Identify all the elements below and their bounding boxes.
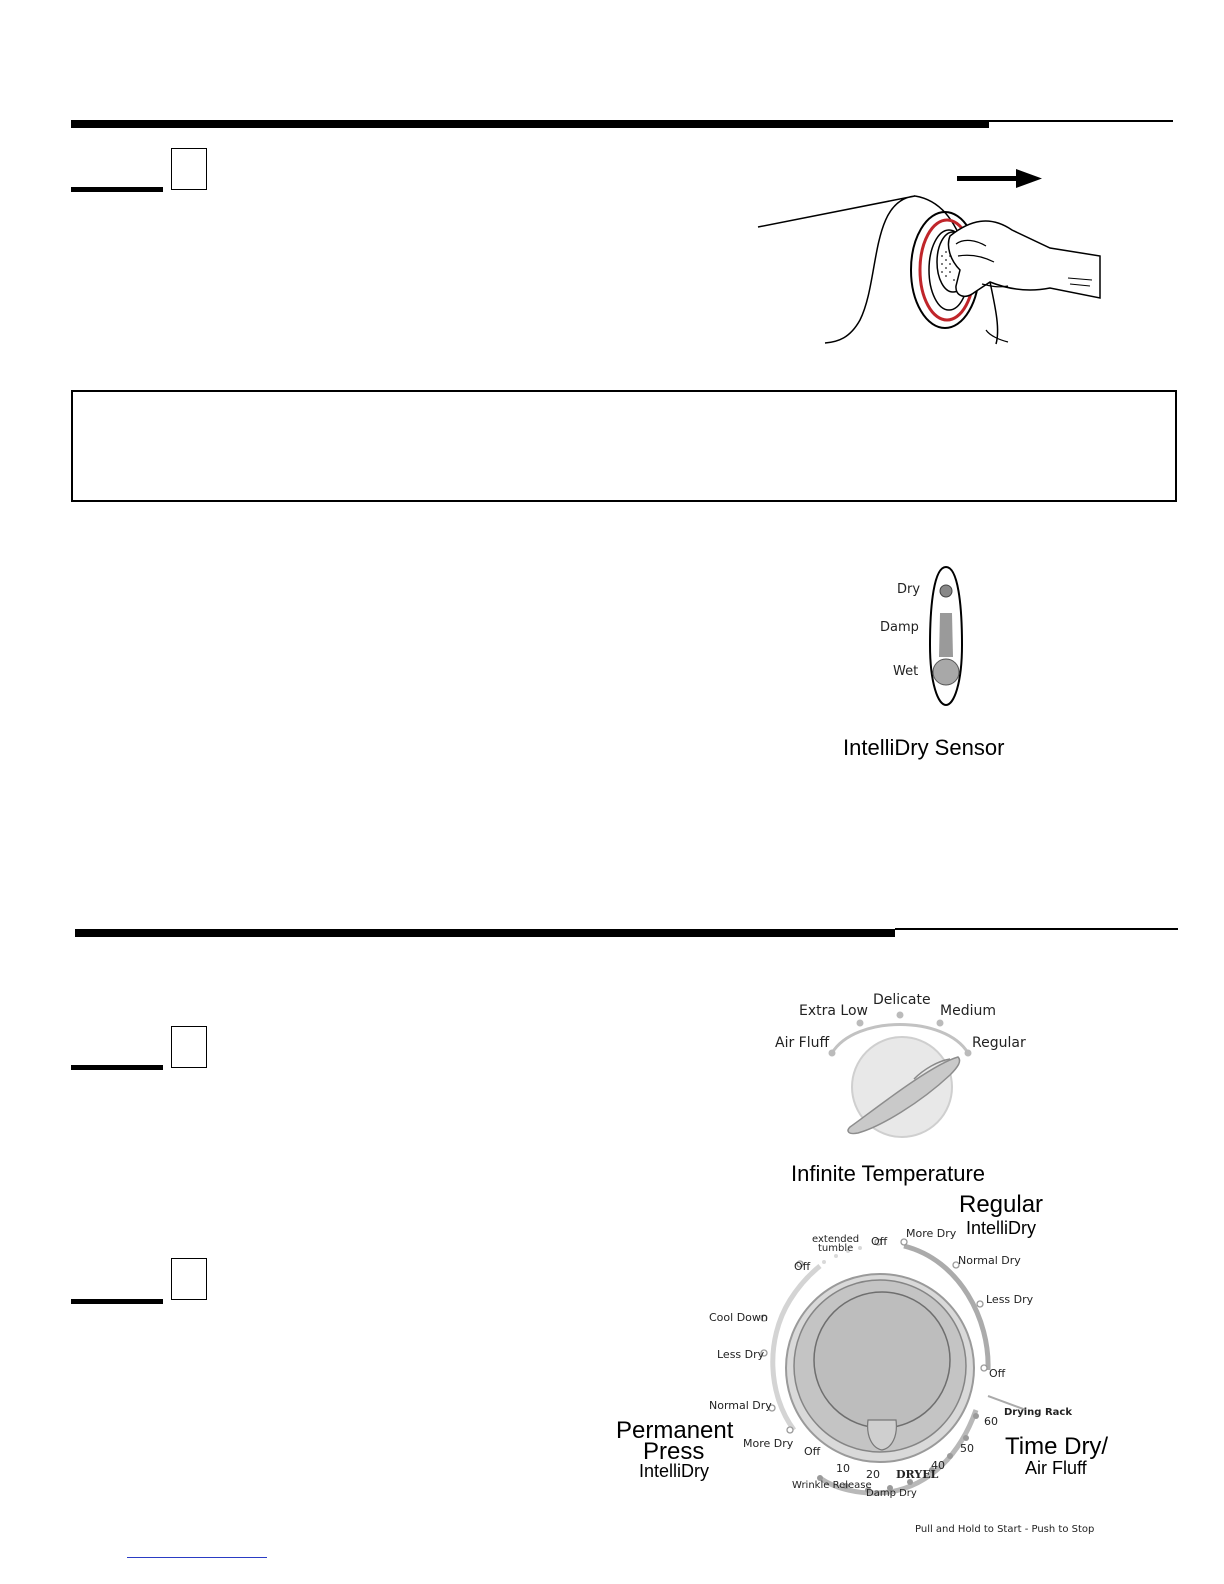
temp-setting-delicate: Delicate [873, 992, 931, 1008]
step-underline-3 [71, 1299, 163, 1304]
timedry-off: Off [804, 1445, 821, 1458]
step-number-box-3 [171, 1258, 207, 1300]
section-rule-middle-thick [75, 929, 895, 937]
sensor-dry-indicator-icon [940, 585, 952, 597]
timedry-group-subtitle: Air Fluff [1025, 1458, 1087, 1478]
timedry-20: 20 [866, 1468, 880, 1481]
temp-setting-regular: Regular [972, 1035, 1026, 1051]
step-number-box-2 [171, 1026, 207, 1068]
permpress-less-dry: Less Dry [717, 1348, 765, 1361]
intellidry-sensor-title: IntelliDry Sensor [843, 735, 1005, 760]
timedry-50: 50 [960, 1442, 974, 1455]
start-stop-instruction: Pull and Hold to Start - Push to Stop [915, 1524, 1095, 1535]
temp-setting-air-fluff: Air Fluff [775, 1035, 830, 1051]
extended-tumble-off: Off [871, 1235, 888, 1248]
temperature-dial-graphic [810, 1005, 990, 1145]
sensor-wet-indicator-icon [933, 659, 959, 685]
hand-pull-knob-illustration [750, 160, 1110, 360]
regular-off: Off [989, 1367, 1006, 1380]
extended-tumble-label-line2: tumble [818, 1243, 854, 1254]
sensor-level-wet: Wet [893, 664, 919, 679]
sensor-damp-indicator-icon [939, 613, 953, 657]
timedry-dryel: DRYEL [896, 1468, 939, 1481]
permpress-group-subtitle: IntelliDry [639, 1461, 710, 1481]
step-number-box-1 [171, 148, 207, 190]
timedry-wrinkle-release: Wrinkle Release [792, 1480, 872, 1491]
section-rule-top-thin [989, 120, 1173, 122]
temp-setting-medium: Medium [940, 1003, 996, 1019]
step-underline-1 [71, 187, 163, 192]
sensor-level-damp: Damp [880, 620, 919, 635]
step-underline-2 [71, 1065, 163, 1070]
extended-tumble-label-line1: extended [812, 1234, 860, 1245]
regular-group-title: Regular [959, 1191, 1044, 1218]
permpress-cool-down: Cool Down [709, 1311, 768, 1324]
section-rule-top-thick [71, 120, 989, 128]
regular-normal-dry: Normal Dry [958, 1254, 1021, 1267]
timedry-40: 40 [931, 1459, 945, 1472]
footer-link-underline[interactable] [127, 1557, 267, 1558]
pull-direction-arrow-icon [957, 169, 1042, 188]
timedry-10: 10 [836, 1462, 850, 1475]
timedry-damp-dry: Damp Dry [866, 1488, 917, 1499]
notice-box [71, 390, 1177, 502]
timedry-group-title: Time Dry/ [1005, 1433, 1109, 1460]
permpress-group-title-line1: Permanent [616, 1417, 734, 1444]
timedry-60: 60 [984, 1415, 998, 1428]
regular-more-dry: More Dry [906, 1227, 957, 1240]
section-rule-middle-thin [895, 928, 1178, 930]
permpress-more-dry: More Dry [743, 1437, 794, 1450]
infinite-temperature-title: Infinite Temperature [791, 1161, 986, 1186]
regular-group-subtitle: IntelliDry [966, 1218, 1037, 1238]
permpress-off: Off [794, 1260, 811, 1273]
permpress-normal-dry: Normal Dry [709, 1399, 772, 1412]
intellidry-sensor-graphic [926, 565, 966, 710]
temp-setting-extra-low: Extra Low [799, 1003, 868, 1019]
regular-less-dry: Less Dry [986, 1293, 1034, 1306]
permpress-group-title-line2: Press [643, 1438, 705, 1465]
timedry-drying-rack: Drying Rack [1004, 1407, 1072, 1418]
sensor-level-dry: Dry [897, 582, 921, 597]
